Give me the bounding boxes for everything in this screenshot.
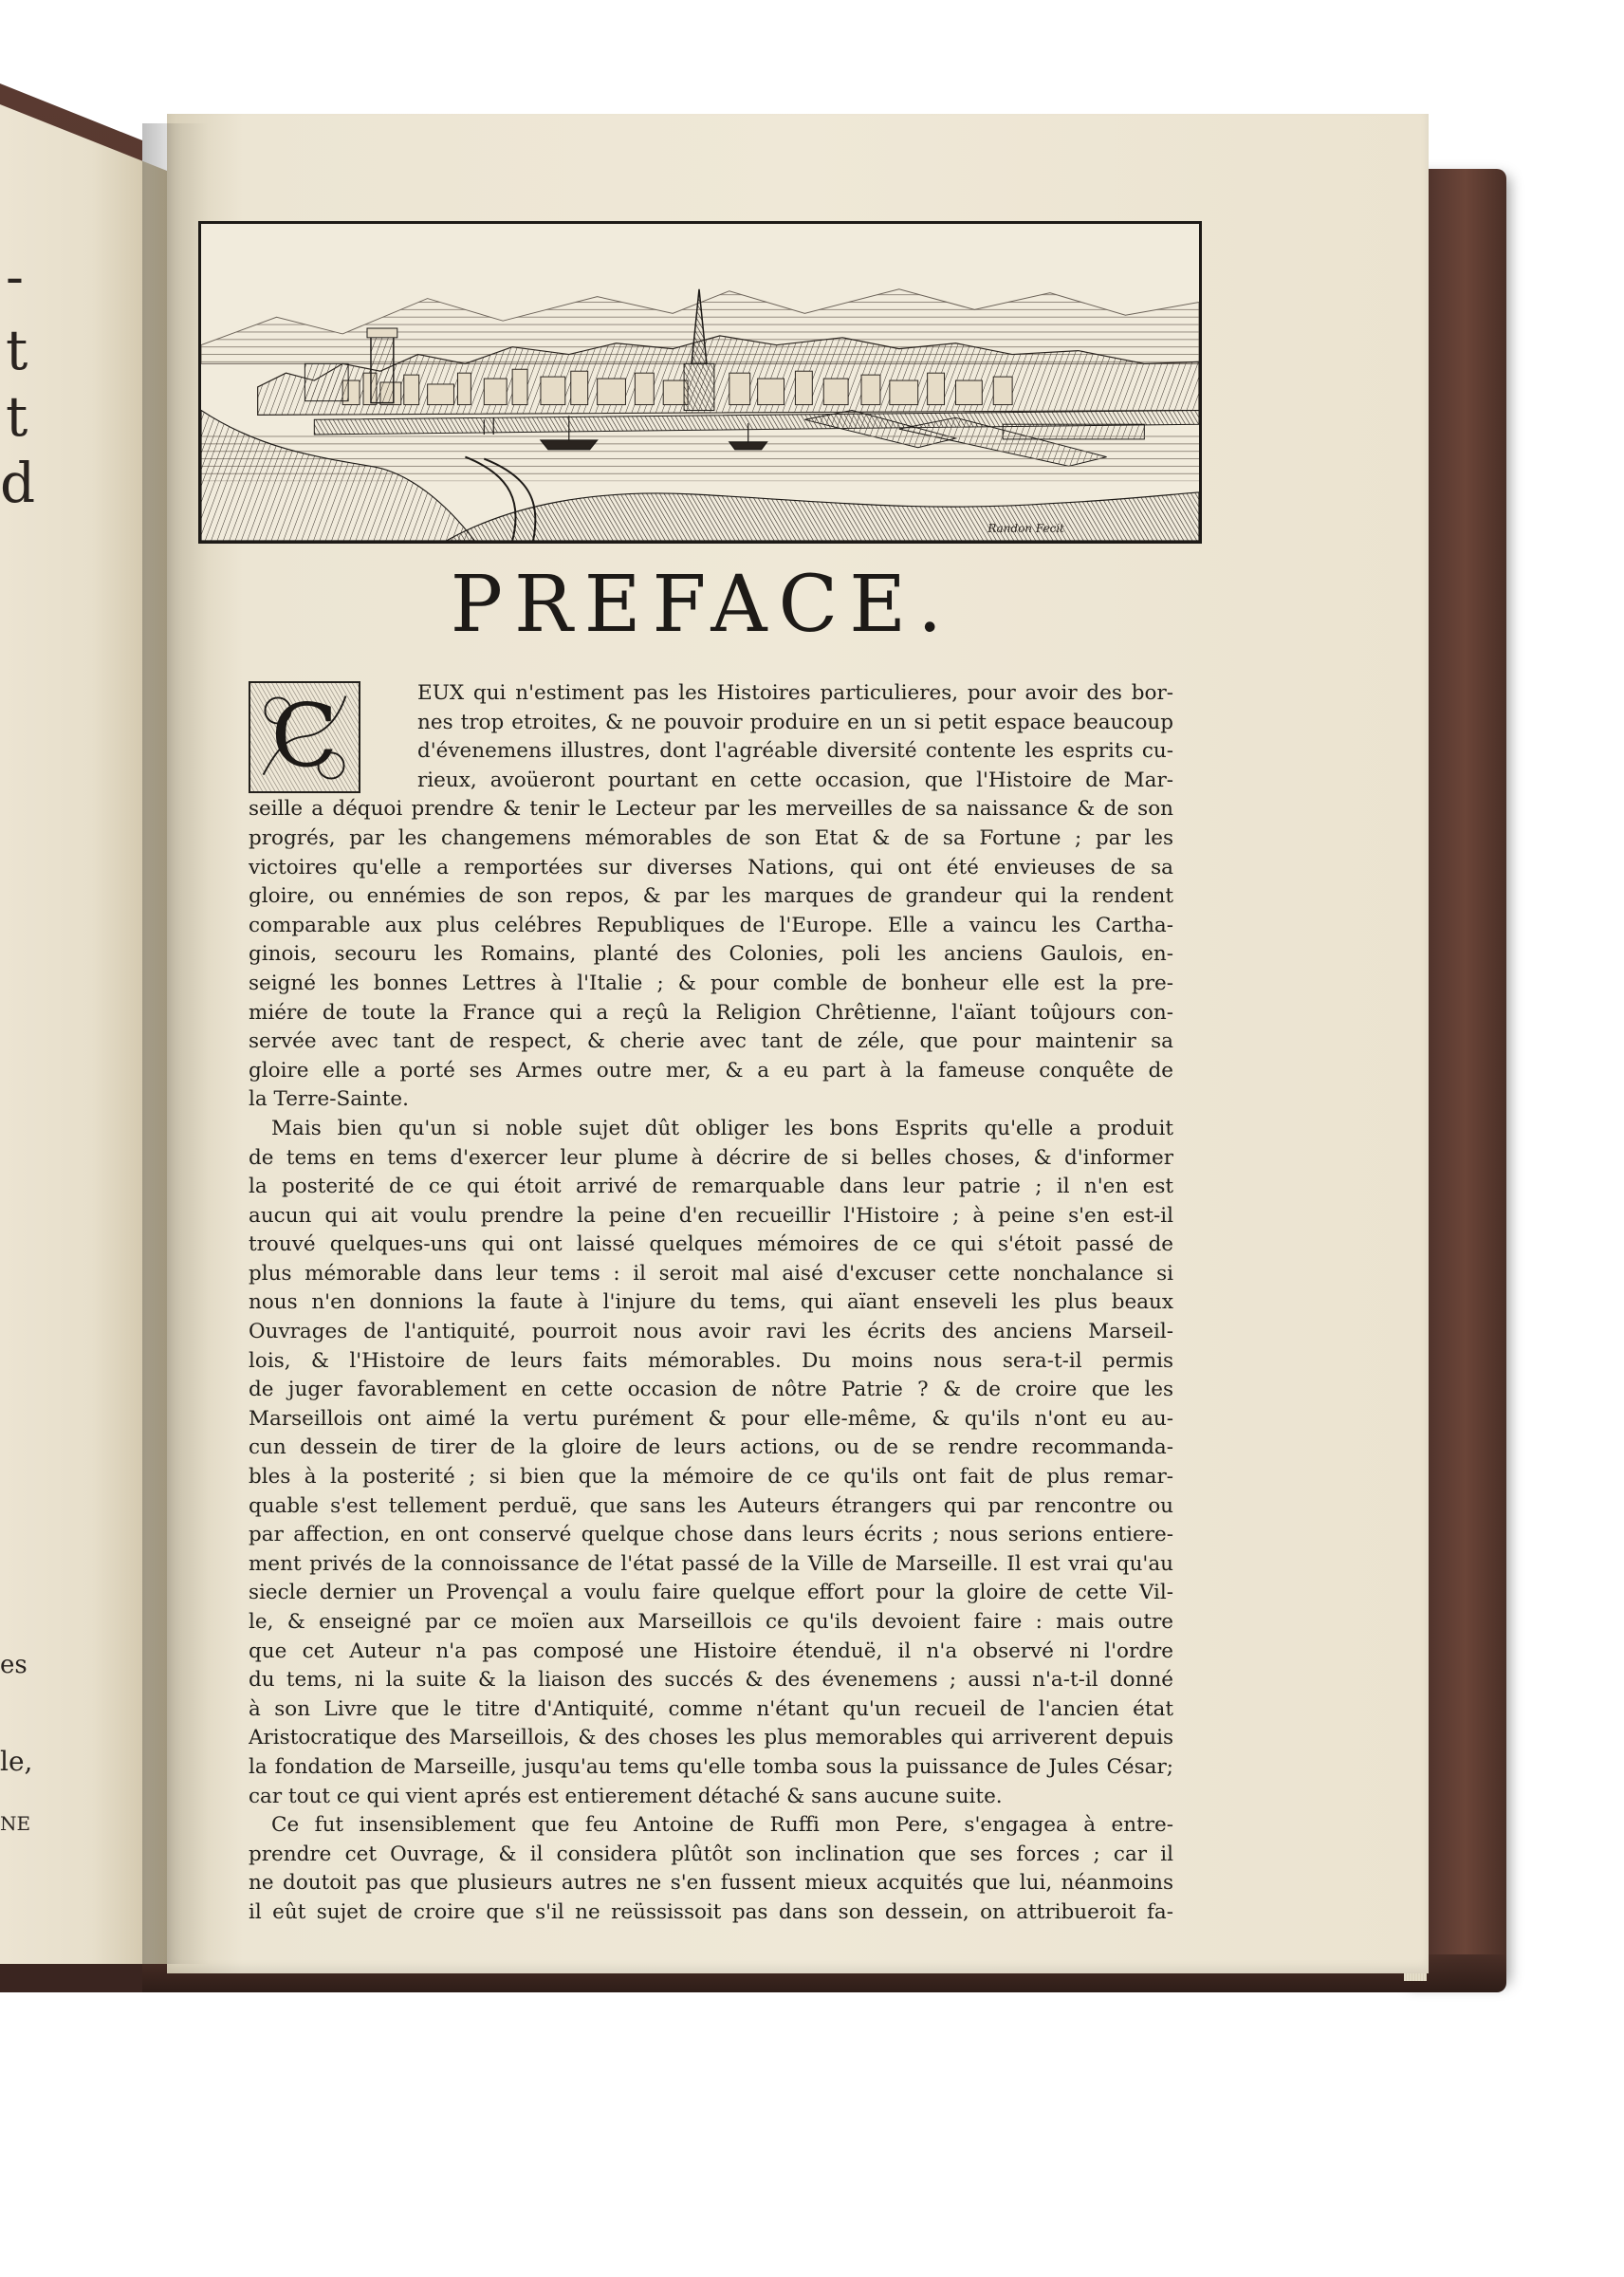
page-title: PREFACE. — [450, 560, 954, 650]
text-line: car tout ce qui vient aprés est entierement détaché & sans aucune suite. — [249, 1784, 1003, 1808]
text-line: de juger favorablement en cette occasion de nôtre Patrie ? & de croire que les — [249, 1378, 1173, 1402]
text-line: la posterité de ce qui étoit arrivé de remarquable dans leur patrie ; il n'en est — [249, 1175, 1173, 1199]
left-fragment: NE — [0, 1812, 31, 1835]
text-line: la Terre-Sainte. — [249, 1087, 409, 1112]
text-line: par affection, en ont conservé quelque chose dans leurs écrits ; nous serions entiere- — [249, 1523, 1173, 1547]
text-line: Ouvrages de l'antiquité, pourroit nous avoir ravi les écrits des anciens Marseil- — [249, 1320, 1173, 1344]
text-line: que cet Auteur n'a pas composé une Histoire étenduë, il n'a observé ni l'ordre — [249, 1638, 1173, 1663]
text-line: rieux, avoüeront pourtant en cette occasion, que l'Histoire de Mar- — [417, 768, 1173, 792]
text-line: trouvé quelques-uns qui ont laissé quelques mémoires de ce qui s'étoit passé de — [249, 1232, 1173, 1257]
text-line: prendre cet Ouvrage, & il considera plûtôt son inclination que ses forces ; car il — [249, 1842, 1173, 1866]
preface-body — [249, 679, 1173, 1928]
text-line: seille a déquoi prendre & tenir le Lecteur par les merveilles de sa naissance & de son — [249, 797, 1173, 822]
text-line: bles à la posterité ; si bien que la mémoire de ce qu'ils ont fait de plus remar- — [249, 1465, 1173, 1490]
text-line: servée avec tant de respect, & cherie avec tant de zéle, que pour maintenir sa — [249, 1029, 1173, 1054]
text-line: miére de toute la France qui a reçû la Religion Chrêtienne, l'aïant toûjours con- — [249, 1000, 1173, 1025]
text-line: progrés, par les changemens mémorables de son Etat & de sa Fortune ; par les — [249, 825, 1173, 850]
left-fragment: t — [6, 384, 28, 449]
left-fragment: le, — [0, 1746, 33, 1777]
text-line: Mais bien qu'un si noble sujet dût obliger les bons Esprits qu'elle a produit — [271, 1116, 1173, 1140]
text-line: nes trop etroites, & ne pouvoir produire en un si petit espace beaucoup — [417, 710, 1173, 734]
text-line: Aristocratique des Marseillois, & des choses les plus memorables qui arriverent depuis — [249, 1726, 1173, 1750]
text-line: victoires qu'elle a remportées sur diverses Nations, qui ont été envieuses de sa — [249, 855, 1173, 879]
text-line: gloire, ou ennémies de son repos, & par les marques de grandeur qui la rendent — [249, 884, 1173, 909]
text-line: lois, & l'Histoire de leurs faits mémorables. Du moins nous sera-t-il permis — [249, 1348, 1173, 1373]
drop-cap-letter: C — [270, 685, 339, 787]
text-line: la fondation de Marseille, jusqu'au tems qu'elle tomba sous la puissance de Jules César; — [249, 1754, 1173, 1779]
city-view-engraving — [198, 221, 1202, 544]
text-line: ne doutoit pas que plusieurs autres ne s'en fussent mieux acquités que lui, néanmoins — [249, 1871, 1173, 1896]
text-line: le, & enseigné par ce moïen aux Marseillois ce qu'ils devoient faire : mais outre — [249, 1610, 1173, 1634]
left-fragment: - — [6, 247, 24, 308]
engraving-illustration — [201, 224, 1199, 541]
text-line: seigné les bonnes Lettres à l'Italie ; & pour comble de bonheur elle est la pre- — [249, 971, 1173, 995]
text-line: siecle dernier un Provençal a voulu faire quelque effort pour la gloire de cette Vil- — [249, 1581, 1173, 1605]
left-fragment: d — [0, 451, 36, 515]
text-line: aucun qui ait voulu prendre la peine d'en recueillir l'Histoire ; à peine s'en est-il — [249, 1203, 1173, 1228]
text-line: plus mémorable dans leur tems : il seroit mal aisé d'excuser cette nonchalance si — [249, 1261, 1173, 1286]
left-fragment: t — [6, 318, 28, 382]
text-line: quable s'est tellement perduë, que sans les Auteurs étrangers qui par rencontre ou — [249, 1493, 1173, 1518]
text-line: cun dessein de tirer de la gloire de leurs actions, ou de se rendre recommanda- — [249, 1435, 1173, 1460]
text-line: il eût sujet de croire que s'il ne reüssissoit pas dans son dessein, on attribueroit fa- — [249, 1899, 1173, 1924]
text-line: gloire elle a porté ses Armes outre mer, & a eu part à la fameuse conquête de — [249, 1058, 1173, 1083]
text-line: Ce fut insensiblement que feu Antoine de Ruffi mon Pere, s'engagea à entre- — [271, 1813, 1173, 1838]
text-line: EUX qui n'estiment pas les Histoires particulieres, pour avoir des bor- — [417, 681, 1173, 705]
engraver-signature: Randon Fecit — [987, 522, 1064, 535]
text-line: comparable aux plus celébres Republiques de l'Europe. Elle a vaincu les Cartha- — [249, 913, 1173, 937]
text-line: ment privés de la connoissance de l'état passé de la Ville de Marseille. Il est vrai qu'au — [249, 1551, 1173, 1576]
text-line: de tems en tems d'exercer leur plume à décrire de si belles choses, & d'informer — [249, 1145, 1173, 1170]
text-line: d'évenemens illustres, dont l'agréable diversité contente les esprits cu- — [417, 739, 1173, 764]
text-line: ginois, secouru les Romains, planté des Colonies, poli les anciens Gaulois, en- — [249, 942, 1173, 967]
text-line: du tems, ni la suite & la liaison des succés & des évenemens ; aussi n'a-t-il donné — [249, 1668, 1173, 1693]
ornamental-drop-cap — [249, 681, 360, 793]
text-line: nous n'en donnions la faute à l'injure du tems, qui aïant enseveli les plus beaux — [249, 1290, 1173, 1315]
text-line: Marseillois ont aimé la vertu purément & pour elle-même, & qu'ils n'ont eu au- — [249, 1406, 1173, 1431]
text-line: à son Livre que le titre d'Antiquité, comme n'étant qu'un recueil de l'ancien état — [249, 1696, 1173, 1721]
left-fragment: es — [0, 1651, 28, 1679]
